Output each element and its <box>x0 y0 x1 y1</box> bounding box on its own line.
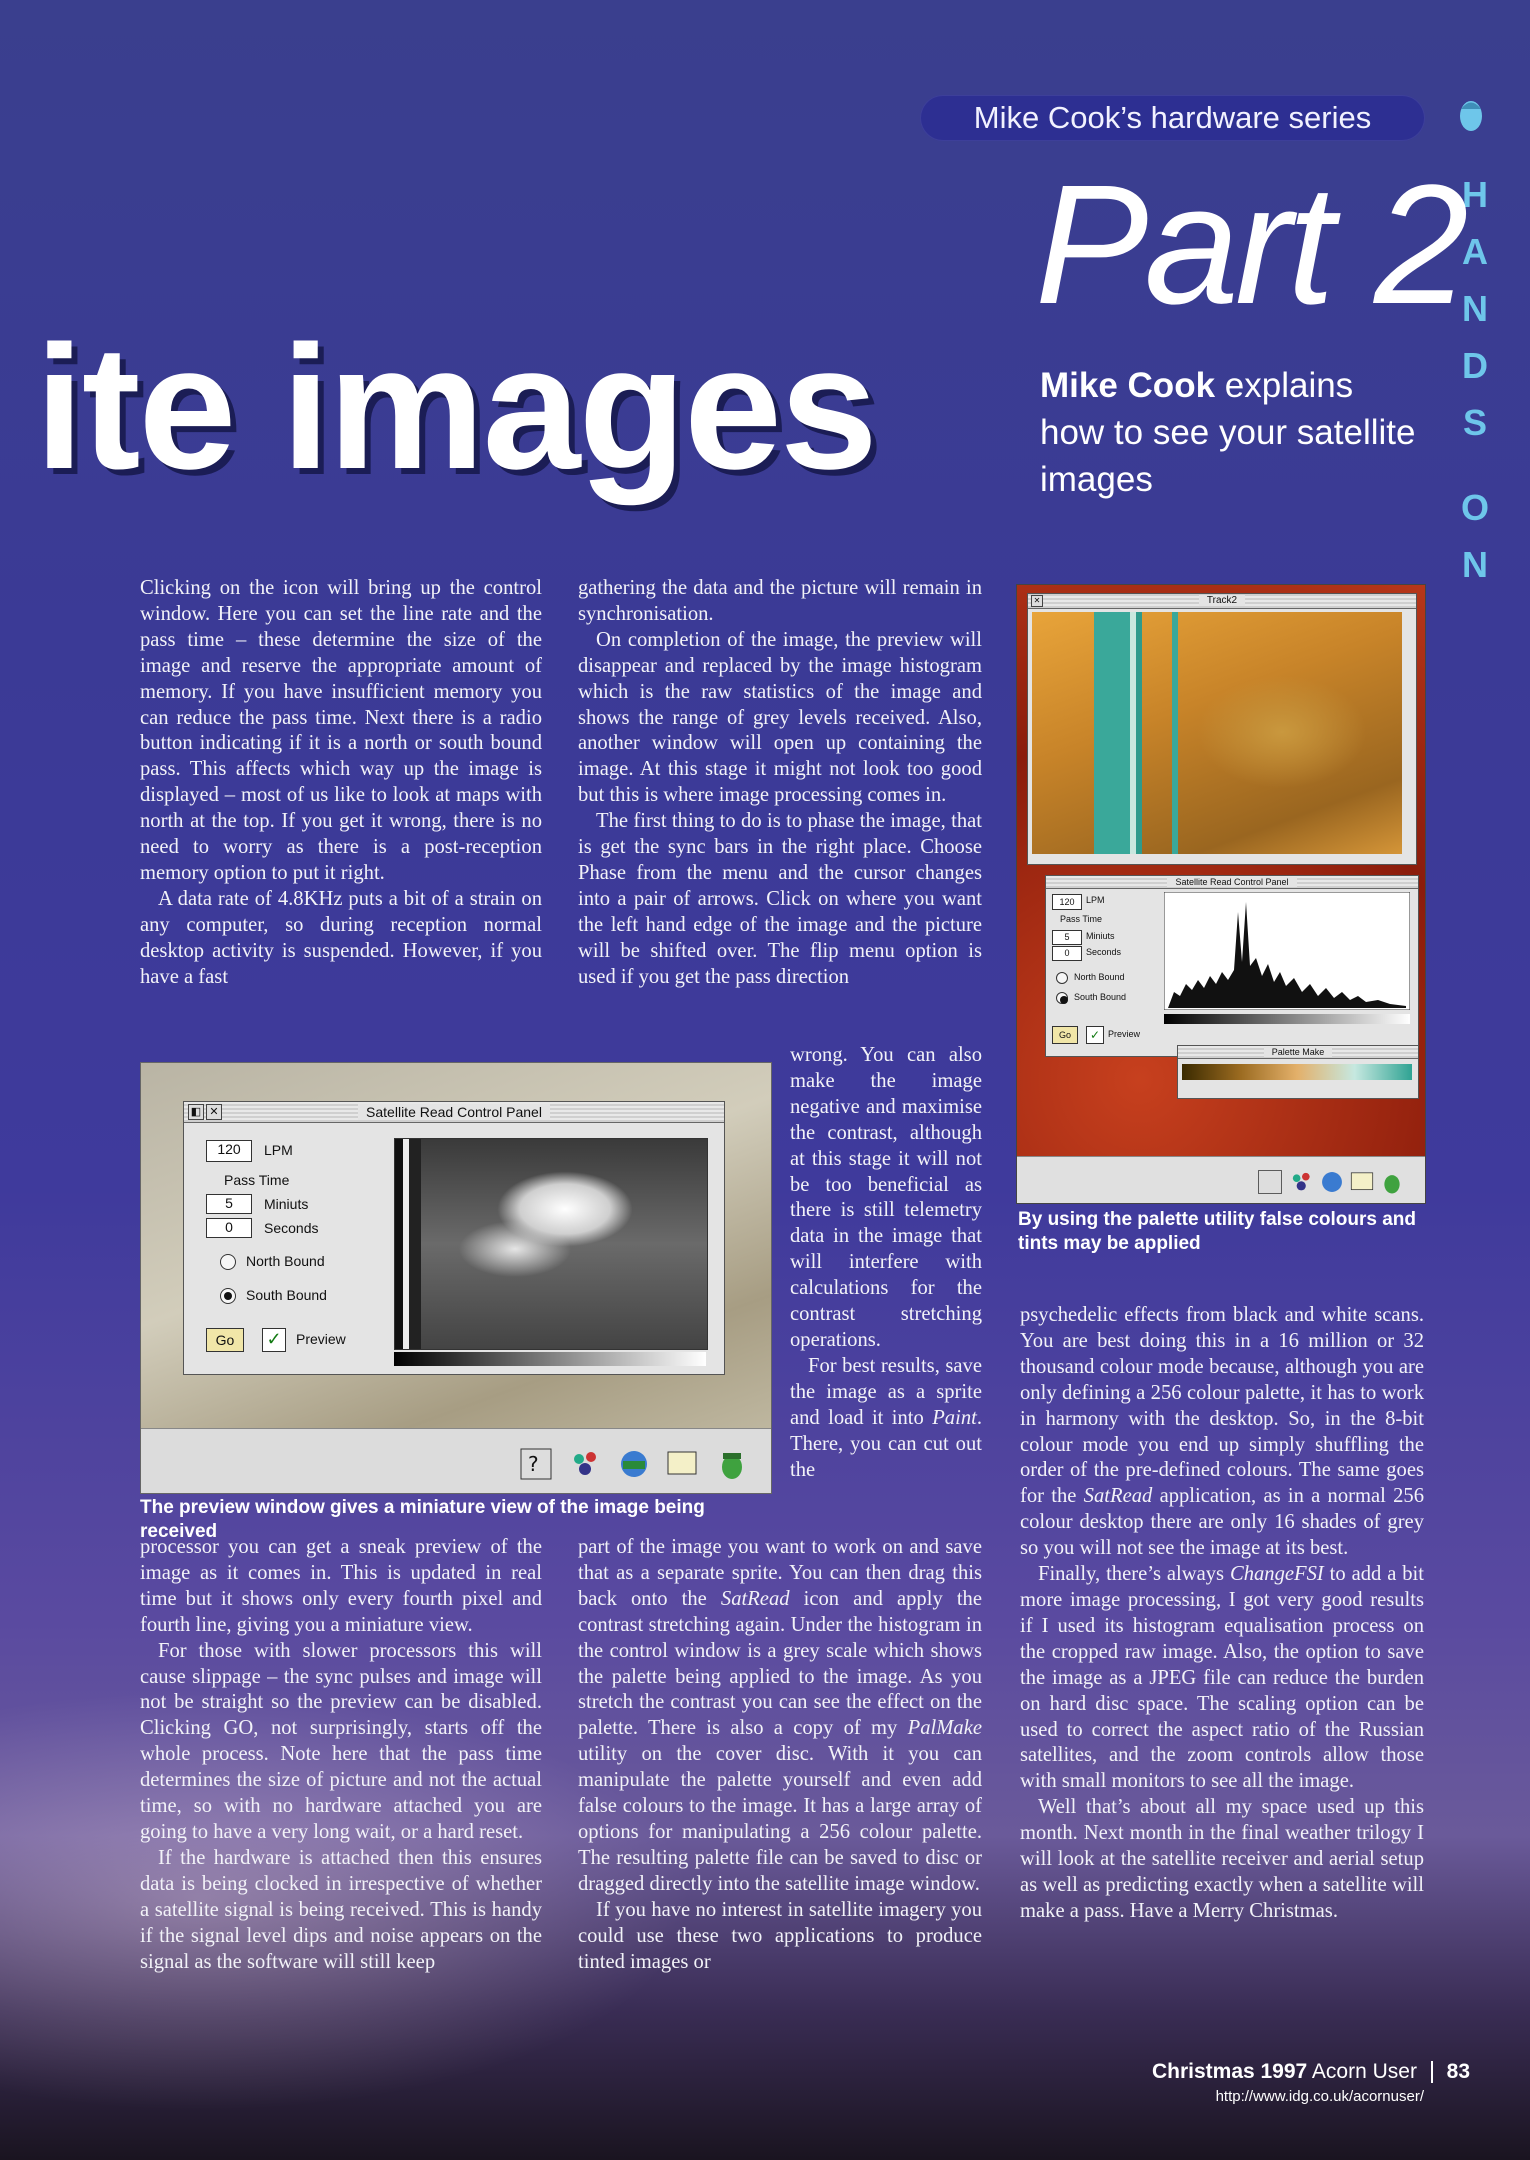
column-2-narrow <box>790 1043 982 1483</box>
headline: ite images <box>35 310 876 506</box>
series-label: Mike Cook’s hardware series <box>920 95 1425 141</box>
paragraph: If the hardware is attached then this ensures data is being clocked in irrespective of whether a satellite signal is being received. This is handy if the signal level dips and noise appears on the signal as the software will still keep <box>140 1846 542 1973</box>
seconds-field[interactable]: 0 <box>206 1218 252 1238</box>
column-2-top <box>578 576 982 991</box>
standfirst-author: Mike Cook <box>1040 366 1216 405</box>
grey-scale-bar <box>394 1352 706 1366</box>
image-window <box>1027 593 1417 865</box>
section-letter: A <box>1462 231 1488 272</box>
north-bound-label: North Bound <box>1074 972 1125 982</box>
satread-app-icon[interactable] <box>1319 1169 1345 1195</box>
south-bound-label: South Bound <box>1074 992 1127 1002</box>
column-3 <box>1020 1303 1424 1925</box>
close-icon[interactable]: ✕ <box>206 1104 222 1120</box>
preview-label: Preview <box>1108 1029 1141 1039</box>
lpm-field[interactable]: 120 <box>1052 894 1082 910</box>
footer-url[interactable]: http://www.idg.co.uk/acornuser/ <box>1215 2088 1424 2105</box>
preview-checkbox[interactable]: ✓ <box>262 1328 286 1352</box>
paragraph: Well that’s about all my space used up this month. Next month in the final weather trilogy I will look at the satellite receiver and aerial setup as well as predicting exactly when a satellite will make a pass. Have a Merry Christmas. <box>1020 1796 1424 1922</box>
control-panel-window-small <box>1045 875 1419 1057</box>
column-1-top <box>140 576 542 991</box>
footer-magazine: Acorn User <box>1311 2060 1417 2083</box>
south-bound-radio[interactable] <box>1056 992 1068 1004</box>
display-icon[interactable] <box>1349 1169 1375 1195</box>
section-letter: D <box>1462 345 1488 386</box>
go-button[interactable]: Go <box>1052 1026 1078 1044</box>
paragraph: Finally, there’s always ChangeFSI to add a bit more image processing, I got very good results if I used its histogram equalisation process on the cropped raw image. Also, the option to save the image as a JPEG file can reduce the burden on hard disc space. The scaling option can be used to correct the aspect ratio of the Russian satellites, and the zoom controls allow those with small monitors to see all the image. <box>1020 1563 1425 1793</box>
go-button[interactable]: Go <box>206 1328 244 1352</box>
window-titlebar[interactable] <box>184 1102 724 1123</box>
window-title: Satellite Read Control Panel <box>358 1104 550 1120</box>
window-title: Track2 <box>1199 595 1245 606</box>
preview-image <box>394 1138 708 1350</box>
figure-palette-utility <box>1016 584 1426 1204</box>
window-titlebar[interactable] <box>1046 876 1418 889</box>
lpm-label: LPM <box>264 1142 293 1158</box>
paragraph: A data rate of 4.8KHz puts a bit of a strain on any computer, so during reception normal desktop activity is suspended. However, if you have a fast <box>140 887 542 988</box>
palette-icon[interactable] <box>569 1447 603 1481</box>
column-2-bottom <box>578 1535 982 1975</box>
section-letter: O <box>1460 487 1489 528</box>
histogram <box>1164 892 1410 1010</box>
seconds-field[interactable]: 0 <box>1052 946 1082 961</box>
pass-time-label: Pass Time <box>224 1172 290 1188</box>
paragraph: gathering the data and the picture will remain in synchronisation. <box>578 577 982 625</box>
section-letter: S <box>1462 402 1487 443</box>
window-title: Satellite Read Control Panel <box>1167 877 1296 887</box>
paragraph: If you have no interest in satellite imagery you could use these two applications to produce tinted images or <box>578 1898 982 1973</box>
seconds-label: Seconds <box>264 1220 319 1236</box>
back-icon[interactable]: ◧ <box>188 1104 204 1120</box>
figure-caption-preview: The preview window gives a miniature view of the image being received <box>140 1497 705 1542</box>
figure-caption-palette: By using the palette utility false colours and tints may be applied <box>1018 1209 1417 1254</box>
paragraph: For best results, save the image as a sprite and load it into Paint. There, you can cut out the <box>790 1354 982 1481</box>
svg-text:?: ? <box>528 1452 539 1476</box>
paragraph: The first thing to do is to phase the image, that is get the sync bars in the right place. Choose Phase from the menu and the cursor changes into a pair of arrows. Click on where you want the left hand edge of the image and the picture will be shifted over. The flip menu option is used if you get the pass direction <box>578 810 982 988</box>
south-bound-label: South Bound <box>246 1287 327 1303</box>
south-bound-radio[interactable] <box>220 1288 236 1304</box>
display-icon[interactable] <box>665 1447 699 1481</box>
paragraph: wrong. You can also make the image negative and maximise the contrast, although at this stage it will not be too beneficial as there is still telemetry data in the image that will interfere with calculations for the contrast stretching operations. <box>790 1044 982 1351</box>
close-icon[interactable]: ✕ <box>1031 595 1043 607</box>
preview-label: Preview <box>296 1331 346 1347</box>
lpm-label: LPM <box>1086 895 1105 905</box>
icon-bar <box>141 1428 771 1493</box>
acorn-icon[interactable] <box>1379 1169 1405 1195</box>
window-titlebar[interactable] <box>1028 594 1416 609</box>
standfirst-text: explains how to see your satellite images <box>1040 366 1416 499</box>
paragraph: Clicking on the icon will bring up the control window. Here you can set the line rate and the pass time – these determine the size of the image and reserve the appropriate amount of memory. If you have insufficient memory you can reduce the pass time. Next there is a radio button indicating if it is a north or south bound pass. This affects which way up the image is displayed – most of us like to look at maps with north at the top. If you get it wrong, there is no need to worry as there is a post-reception memory option to put it right. <box>140 577 542 884</box>
icon-bar <box>1017 1156 1425 1203</box>
lpm-field[interactable]: 120 <box>206 1140 252 1162</box>
window-title: Palette Make <box>1264 1047 1333 1057</box>
minutes-field[interactable]: 5 <box>1052 930 1082 945</box>
seconds-label: Seconds <box>1086 947 1122 957</box>
palette-gradient <box>1182 1064 1412 1080</box>
window-titlebar[interactable] <box>1178 1046 1418 1059</box>
help-icon[interactable] <box>519 1447 553 1481</box>
minutes-label: Miniuts <box>1086 931 1115 941</box>
page-number: 83 <box>1446 2060 1470 2083</box>
paragraph: processor you can get a sneak preview of the image as it comes in. This is updated in real time but it shows only every fourth pixel and fourth line, giving you a miniature view. <box>140 1536 542 1636</box>
footer <box>1100 2058 1470 2108</box>
palette-icon[interactable] <box>1289 1169 1315 1195</box>
preview-checkbox[interactable]: ✓ <box>1086 1026 1104 1044</box>
section-letter: N <box>1462 544 1488 585</box>
paragraph: psychedelic effects from black and white scans. You are best doing this in a 16 million or 32 thousand colour mode because, although you are only defining a 256 colour palette, it has to work in harmony with the desktop. So, in the 8-bit colour mode you end up simply shuffling the order of the pre-defined colours. The same goes for the SatRead application, as in a normal 256 colour desktop there are only 16 shades of grey so you will not see the image at its best. <box>1020 1304 1424 1560</box>
paragraph: For those with slower processors this will cause slippage – the sync pulses and image will not be straight so the preview can be disabled. Clicking GO, not surprisingly, starts off the whole process. Note here that the pass time determines the size of picture and not the actual time, so with no hardware attached you are going to have a very long wait, or a hard reset. <box>140 1639 542 1843</box>
minutes-label: Miniuts <box>264 1196 309 1212</box>
palette-make-window <box>1177 1045 1419 1099</box>
standfirst <box>1040 362 1420 503</box>
grey-scale-bar <box>1164 1014 1410 1024</box>
north-bound-label: North Bound <box>246 1253 325 1269</box>
section-letter: H <box>1462 174 1488 215</box>
footer-issue: Christmas 1997 <box>1151 2060 1308 2083</box>
paragraph: part of the image you want to work on and save that as a separate sprite. You can then drag this back onto the SatRead icon and apply the contrast stretching again. Under the histogram in the control window is a grey scale which shows the palette being applied to the image. As you stretch the contrast you can see the effect on the palette. There is also a copy of my PalMake utility on the cover disc. With it you can manipulate the palette yourself and even add false colours to the image. It has a large array of options for manipulating a 256 colour palette. The resulting palette file can be saved to disc or dragged directly into the satellite image window. <box>578 1536 982 1895</box>
help-icon[interactable] <box>1257 1169 1283 1195</box>
part-title: Part 2 <box>1035 150 1465 340</box>
column-1-bottom <box>140 1535 542 1975</box>
false-colour-satellite-image <box>1032 612 1402 854</box>
pass-time-label: Pass Time <box>1060 914 1103 924</box>
section-letter: N <box>1462 288 1488 329</box>
satread-app-icon[interactable] <box>617 1447 651 1481</box>
paragraph: On completion of the image, the preview will disappear and replaced by the image histogram which is the raw statistics of the image and shows the range of grey levels received. Also, another window will open up containing the image. At this stage it might not look too good but this is where image processing comes in. <box>578 628 982 807</box>
acorn-icon[interactable] <box>715 1447 749 1481</box>
north-bound-radio[interactable] <box>1056 972 1068 984</box>
figure-preview-window <box>140 1062 772 1494</box>
acorn-logo-icon <box>1456 92 1486 134</box>
north-bound-radio[interactable] <box>220 1254 236 1270</box>
minutes-field[interactable]: 5 <box>206 1194 252 1214</box>
control-panel-window <box>183 1101 725 1375</box>
